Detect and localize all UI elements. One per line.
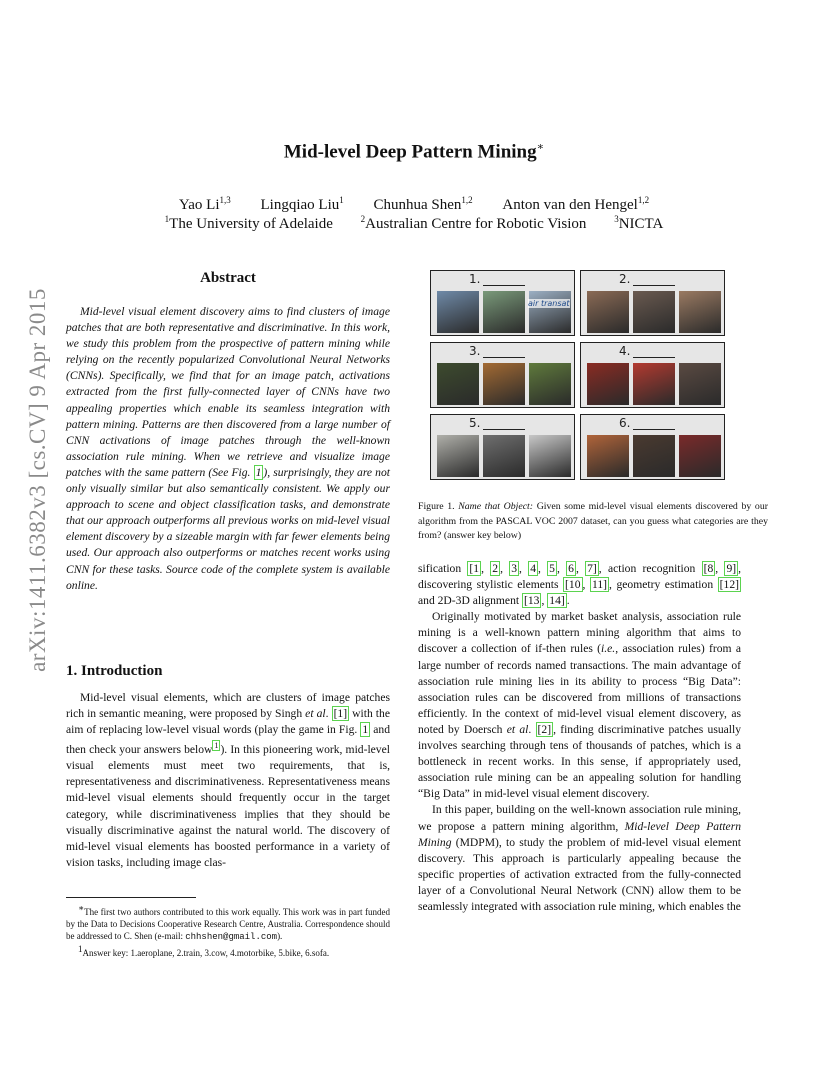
image-patch-thumbnail	[587, 435, 629, 477]
image-patch-thumbnail	[679, 291, 721, 333]
answer-blank	[483, 357, 525, 358]
image-patch-thumbnail	[587, 363, 629, 405]
figure-panel-sofa	[580, 414, 725, 480]
answer-blank	[483, 285, 525, 286]
citation-link[interactable]: 5	[549, 562, 555, 575]
citation-link[interactable]: [12]	[719, 578, 739, 592]
panel-number: 5.	[469, 416, 481, 430]
panel-number: 6.	[619, 416, 631, 430]
figure-panel-cow	[430, 342, 575, 408]
figure-1-caption: Figure 1. Name that Object: Given some mid-level visual elements discovered by our algorithm from the PASCAL VOC 2007 dataset, can you guess what categories are they from? (answer key below)	[418, 501, 768, 541]
image-patch-thumbnail	[437, 291, 479, 333]
answer-blank	[633, 285, 675, 286]
panel-number: 2.	[619, 272, 631, 286]
figure-panel-train	[580, 270, 725, 336]
citation-link[interactable]: 2	[492, 562, 499, 575]
image-patch-thumbnail	[633, 291, 675, 333]
image-patch-thumbnail	[483, 435, 525, 477]
citation-link[interactable]: 9]	[726, 562, 737, 575]
author: Anton van den Hengel$^{1,2}$	[502, 195, 650, 213]
arxiv-id-text: arXiv:1411.6382v3 [cs.CV] 9 Apr 2015	[25, 288, 50, 672]
footnotes	[66, 902, 390, 959]
citation-link[interactable]: [1]	[333, 707, 348, 721]
author: Yao Li$^{1,3}$	[178, 195, 231, 213]
title-footnote-mark: ∗	[536, 141, 545, 153]
affiliation: $^1$The University of Adelaide	[164, 214, 333, 232]
citation-link[interactable]: [8	[703, 562, 714, 575]
citation-link[interactable]: 4	[530, 562, 536, 575]
affiliation: $^3$NICTA	[614, 214, 664, 232]
citation-link[interactable]: [10	[565, 578, 581, 592]
abstract-body: Mid-level visual element discovery aims to find clusters of image patches that are both representative and discriminative. In this work, we study this problem from the prospective of pattern mining while relying on the recently popularized Convolutional Neural Networks (CNNs). Specifically, we find that for an image patch, activations extracted from the first fully-connected layer of CNNs have two appealing properties which enable its seamless integration with pattern mining. Patterns are then discovered from a large number of CNN activations of image patches through the well-known association rule mining. When we retrieve and visualize image patches with the same pattern (See Fig. 1 ), surprisingly, they are not only visually similar but also semantically consistent. We apply our approach to scene and object classification tasks, and demonstrate that our approach outperforms all previous works on mid-level visual element discovery by a sizeable margin with far fewer elements being used. Our approach also outperforms or matches recent works using CNN for these tasks. Source code of the complete system is available online.	[66, 305, 390, 592]
citation-link[interactable]: 14]	[549, 594, 565, 608]
author-list	[0, 195, 828, 214]
citation-link[interactable]: 11]	[591, 578, 608, 592]
citation-link[interactable]: 6	[568, 562, 574, 575]
image-patch-thumbnail	[529, 363, 571, 405]
image-patch-thumbnail	[437, 363, 479, 405]
answer-blank	[633, 429, 675, 430]
citation-link[interactable]: [13	[524, 594, 540, 608]
panel-number: 3.	[469, 344, 481, 358]
abstract-heading: Abstract	[200, 270, 256, 286]
panel-number: 1.	[469, 272, 481, 286]
image-patch-thumbnail	[679, 435, 721, 477]
paragraph: Originally motivated by market basket analysis, association rule mining is a well-known pattern mining algorithm that aims to discover a collection of if-then rules (i.e., association rules) from a large number of records named transactions. The main advantage of association rule mining lies in its ability to process “Big Data”: association rules can be discovered from millions of transactions efficiently. In the context of mid-level visual element discovery, as noted by Doersch et al. [2] , finding discriminative patches usually involves searching through tens of thousands of patches, which is a bottleneck in recent works. In this sense, if appropriately used, association rule mining can be an appealing solution for handling “Big Data” in mid-level visual element discovery.	[418, 610, 742, 801]
citation-link[interactable]: 7]	[587, 562, 597, 575]
figure-ref-link[interactable]: 1	[362, 723, 369, 737]
paragraph: sification [1 , 2 , 3 , 4 , 5 , 6 , 7] , action recognition [8 , 9] , discovering stylistic elements [10 , 11] , geometry estimation [12] and 2D-3D alignment [13 , 14] .	[418, 562, 742, 608]
section-heading-introduction: 1. Introduction	[66, 663, 163, 679]
footnote-equal-contribution: ∗The first two authors contributed to this work equally. This work was in part funded by the Data to Decisions Cooperative Research Centre, Australia. Correspondence should be addressed to C. Shen (e-mail: chhshen@gmail.com).	[66, 903, 390, 942]
image-patch-thumbnail	[633, 435, 675, 477]
paper-title	[0, 140, 828, 163]
image-patch-thumbnail	[587, 291, 629, 333]
thumbnail-overlay-text: air transat	[528, 299, 570, 308]
image-patch-thumbnail	[529, 435, 571, 477]
figure-1-grid	[430, 270, 756, 430]
figure-panel-aeroplane	[430, 270, 575, 336]
image-patch-thumbnail	[529, 291, 571, 333]
panel-number: 4.	[619, 344, 631, 358]
email-text: chhshen@gmail.com	[185, 932, 278, 942]
footnote-ref-link[interactable]: 1	[214, 741, 219, 751]
image-patch-thumbnail	[483, 363, 525, 405]
image-patch-thumbnail	[679, 363, 721, 405]
image-patch-thumbnail	[633, 363, 675, 405]
image-patch-thumbnail	[437, 435, 479, 477]
right-column-body	[418, 561, 741, 915]
author: Lingqiao Liu$^1$	[260, 195, 344, 213]
paragraph: In this paper, building on the well-known association rule mining, we propose a pattern mining algorithm, Mid-level Deep Pattern Mining (MDPM), to study the problem of mid-level visual element discovery. This approach is particularly appealing because the specific properties of activation extracted from the fully-connected layer of a Convolutional Neural Network (CNN) allow them to be seamlessly integrated with association rule mining, which enables the	[418, 803, 742, 913]
citation-link[interactable]: [1	[469, 562, 480, 575]
figure-panel-motorbike	[580, 342, 725, 408]
figure-panel-bike	[430, 414, 575, 480]
affiliation: $^2$Australian Centre for Robotic Vision	[360, 214, 587, 232]
paper-title-text: Mid-level Deep Pattern Mining	[283, 141, 537, 163]
answer-blank	[483, 429, 525, 430]
figure-ref-link[interactable]: 1	[255, 465, 262, 479]
author: Chunhua Shen$^{1,2}$	[373, 195, 473, 213]
citation-link[interactable]: 3	[511, 562, 518, 575]
image-patch-thumbnail	[483, 291, 525, 333]
footnote-answer-key: $^1$Answer key: 1.aeroplane, 2.train, 3.cow, 4.motorbike, 5.bike, 6.sofa.	[78, 944, 330, 958]
footnote-divider	[66, 897, 196, 898]
intro-body: Mid-level visual elements, which are clusters of image patches rich in semantic meaning, were proposed by Singh et al. [1] with the aim of replacing low-level visual words (play the game in Fig. 1 and then check your answers below $^1$ ). In this pioneering work, mid-level visual elements must meet two requirements, that is, representativeness and discriminativeness. Representativeness means mid-level visual elements should frequently occur in the target category, while discriminativeness implies that they should be visually discriminative against the natural world. The discovery of mid-level visual elements has boosted performance in a variety of vision tasks, including image clas-	[66, 691, 390, 869]
affiliation-list	[0, 214, 828, 233]
citation-link[interactable]: [2]	[537, 722, 552, 736]
answer-blank	[633, 357, 675, 358]
